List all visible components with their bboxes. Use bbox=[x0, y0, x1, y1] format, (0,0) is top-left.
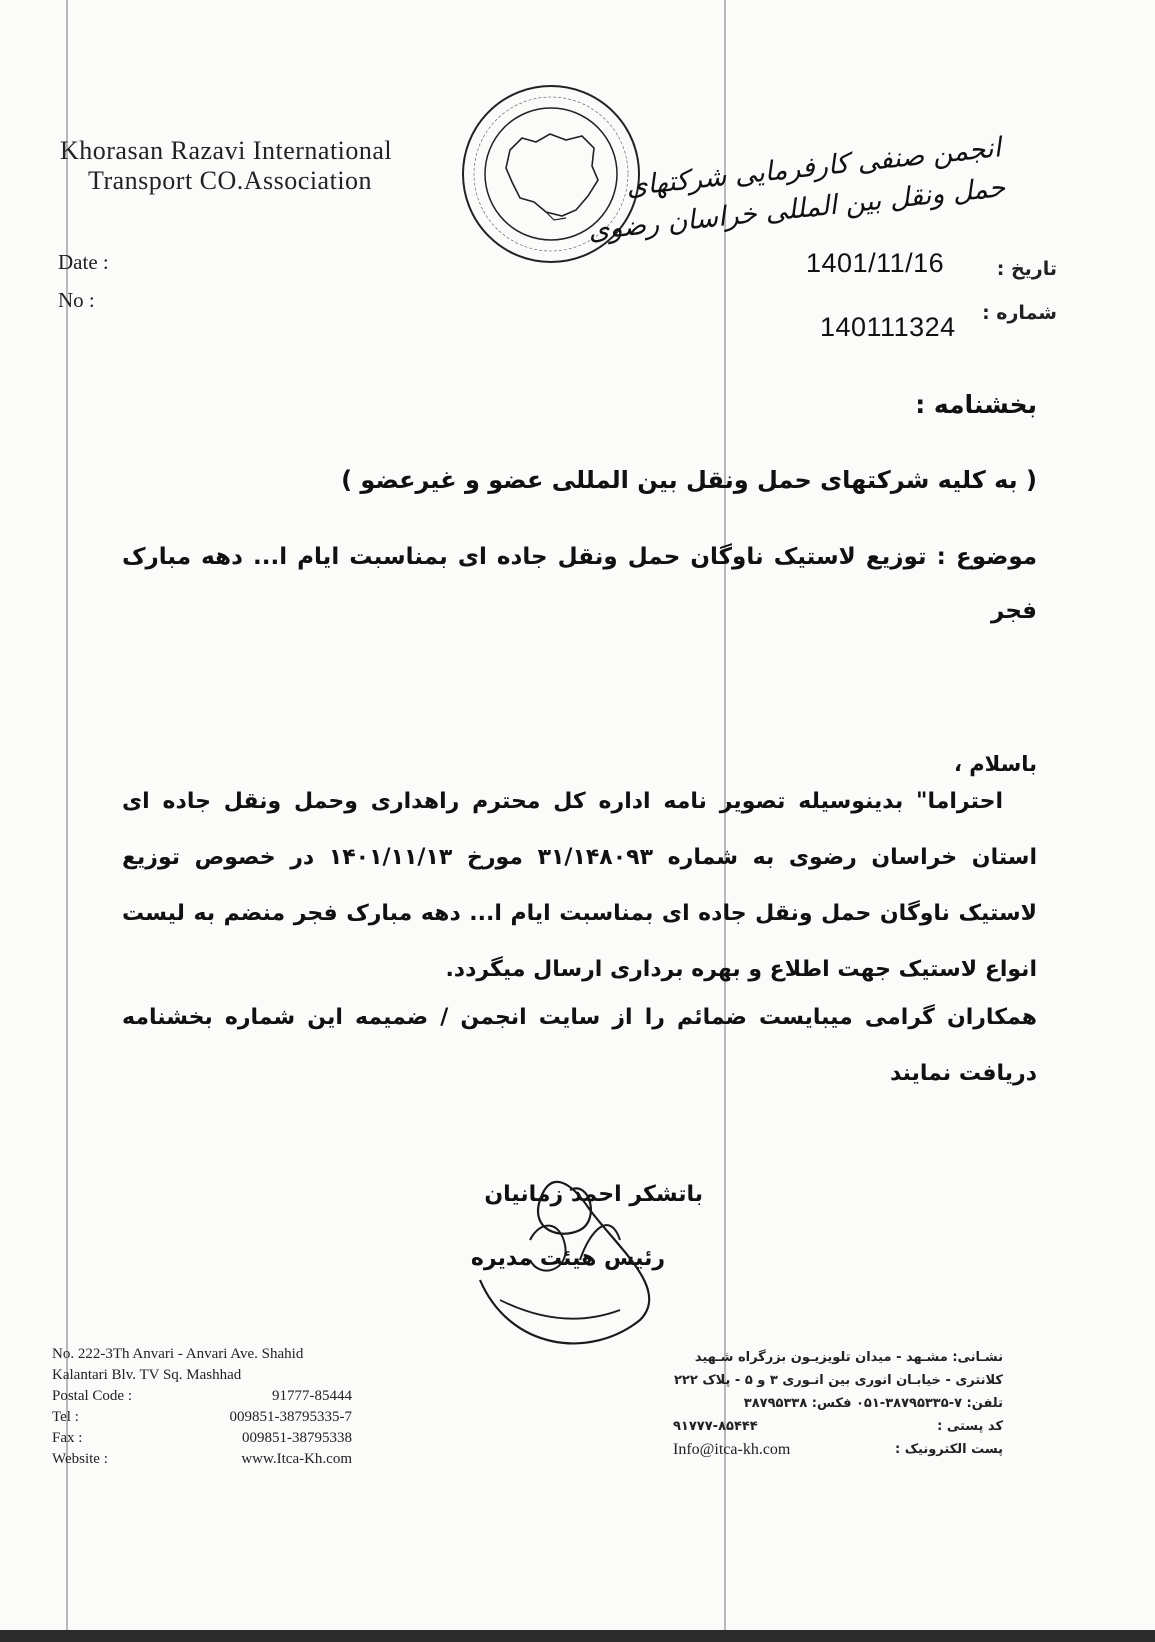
footer-postal-value: 91777-85444 bbox=[272, 1388, 352, 1404]
footer-fa-postal-row bbox=[673, 1415, 1003, 1438]
footer-website-value: www.Itca-Kh.com bbox=[241, 1451, 352, 1467]
footer-tel-row bbox=[52, 1407, 352, 1428]
scan-bottom-edge bbox=[0, 1630, 1155, 1642]
footer-postal-row bbox=[52, 1386, 352, 1407]
number-label-en: No : bbox=[58, 288, 95, 312]
letter-greeting: باسلام ، bbox=[953, 752, 1037, 776]
persian-org-name: انجمن صنفی کارفرمایی شرکتهای حمل ونقل بین المللی خراسان رضوی bbox=[586, 132, 1007, 247]
footer-tel-value: 009851-38795335-7 bbox=[229, 1409, 352, 1425]
footer-fa-postal-label: کد پستی : bbox=[937, 1419, 1003, 1434]
english-org-name bbox=[60, 136, 392, 196]
footer-fa-address-line1: نشـانی: مشـهد - میدان تلویزیـون بزرگراه شـهید bbox=[694, 1350, 1003, 1365]
footer-fax-label: Fax : bbox=[52, 1430, 83, 1446]
footer-fax-row bbox=[52, 1428, 352, 1449]
footer-website-row bbox=[52, 1449, 352, 1470]
letter-recipients: ( به کلیه شرکتهای حمل ونقل بین المللی عضو و غیرعضو ) bbox=[341, 466, 1037, 494]
letter-subject: موضوع : توزیع لاستیک ناوگان حمل ونقل جاده ای بمناسبت ایام ا... دهه مبارک فجر bbox=[122, 544, 1037, 624]
footer-address-line1: No. 222-3Th Anvari - Anvari Ave. Shahid bbox=[52, 1346, 304, 1362]
footer-website-label: Website : bbox=[52, 1451, 108, 1467]
english-name-line1: Khorasan Razavi International bbox=[60, 136, 393, 165]
letter-body-paragraph-2: همکاران گرامی میبایست ضمائم را از سایت انجمن / ضمیمه این شماره بخشنامه دریافت نمایند bbox=[122, 1005, 1037, 1086]
footer-fa-email-value: Info@itca-kh.com bbox=[673, 1441, 791, 1458]
footer-address-line2: Kalantari Blv. TV Sq. Mashhad bbox=[52, 1367, 242, 1383]
footer-postal-label: Postal Code : bbox=[52, 1388, 133, 1404]
footer-fa-email-label: پست الکترونیک : bbox=[895, 1442, 1003, 1457]
english-name-line2: Transport CO.Association bbox=[88, 166, 373, 195]
letter-heading: بخشنامه : bbox=[915, 390, 1037, 419]
date-label-fa: تاریخ : bbox=[996, 258, 1057, 280]
footer-fa-address-line2: کلانتری - خیابـان انوری بین انـوری ۳ و ۵ - پلاک ۲۲۲ bbox=[673, 1373, 1003, 1388]
footer-fa-email-row bbox=[673, 1438, 1003, 1461]
signer-title: رئیس هیئت مدیره bbox=[470, 1246, 665, 1271]
footer-fa-postal-value: ۹۱۷۷۷-۸۵۴۴۴ bbox=[673, 1419, 758, 1434]
date-value: 1401/11/16 bbox=[806, 248, 945, 278]
number-value: 140111324 bbox=[820, 312, 956, 342]
footer-persian-address bbox=[673, 1346, 1003, 1461]
handwritten-signature bbox=[470, 1150, 690, 1370]
footer-tel-label: Tel : bbox=[52, 1409, 79, 1425]
date-label-en: Date : bbox=[58, 250, 109, 274]
footer-fa-phone-line: تلفن: ۷-۳۸۷۹۵۳۳۵-۰۵۱ فکس: ۳۸۷۹۵۳۳۸ bbox=[743, 1396, 1003, 1411]
signer-name: باتشکر احمد زمانیان bbox=[484, 1182, 703, 1207]
footer-english-address bbox=[52, 1344, 352, 1470]
letter-body-paragraph-1: احتراما" بدینوسیله تصویر نامه اداره کل محترم راهداری وحمل ونقل جاده ای استان خراسان رضوی به شماره ۳۱/۱۴۸۰۹۳ مورخ ۱۴۰۱/۱۱/۱۳ در خصوص توزیع لاستیک ناوگان حمل ونقل جاده ای بمناسبت ایام ا... دهه مبارک فجر منضم به لیست انواع لاستیک جهت اطلاع و بهره برداری ارسال میگردد. bbox=[122, 789, 1037, 982]
footer-fax-value: 009851-38795338 bbox=[242, 1430, 352, 1446]
number-label-fa: شماره : bbox=[982, 302, 1057, 324]
